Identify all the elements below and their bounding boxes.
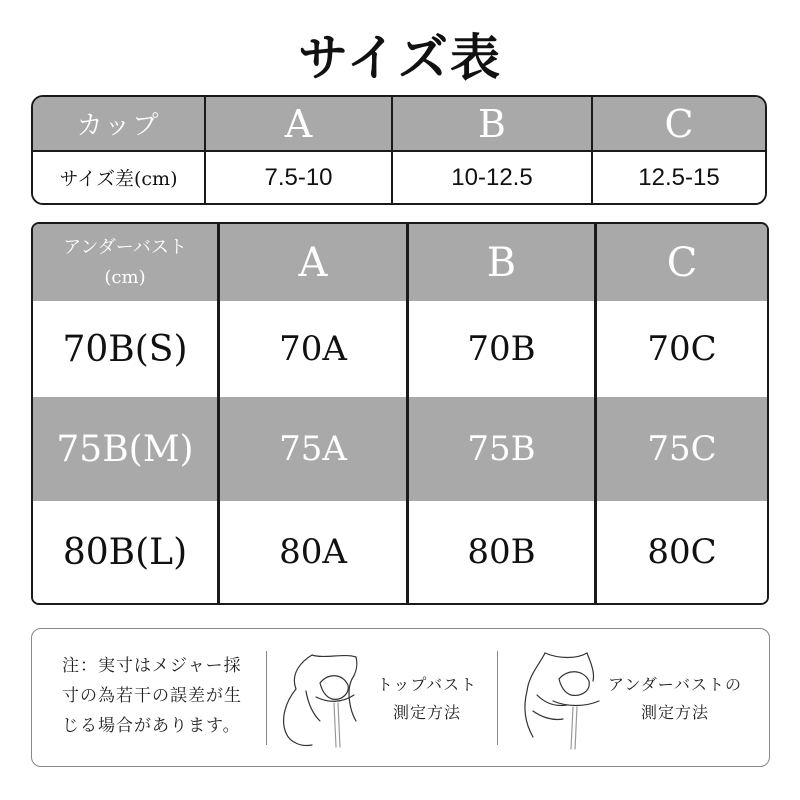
cup-row-label: サイズ差(cm) — [33, 152, 206, 203]
cup-value-a: 7.5-10 — [206, 152, 393, 203]
cup-size-table — [31, 95, 767, 205]
cup-value-b: 10-12.5 — [393, 152, 593, 203]
divider — [497, 651, 498, 745]
size-cell: 80A — [220, 501, 409, 603]
top-bust-line: 測定方法 — [392, 703, 461, 722]
cup-header-c: C — [593, 97, 765, 152]
size-row-label: 75B(M) — [33, 397, 220, 501]
under-bust-measure-figure-icon — [515, 651, 605, 751]
size-header-a: A — [220, 224, 409, 301]
size-row-label: 70B(S) — [33, 301, 220, 397]
top-bust-measure-figure-icon — [272, 651, 362, 751]
note-line: 注：実寸はメジャー採 — [62, 656, 242, 676]
page-title: サイズ表 — [298, 28, 502, 87]
size-cell: 75B — [409, 397, 597, 501]
cup-value-c: 12.5-15 — [593, 152, 765, 203]
measurement-note — [62, 651, 277, 741]
size-cell: 80B — [409, 501, 597, 603]
size-header-label-line2: (cm) — [104, 266, 146, 288]
note-line: 寸の為若干の誤差が生 — [62, 686, 242, 706]
size-cell: 80C — [597, 501, 767, 603]
divider — [266, 651, 267, 745]
size-cell: 70B — [409, 301, 597, 397]
size-header-label — [33, 224, 220, 301]
size-cell: 75C — [597, 397, 767, 501]
top-bust-method-label — [362, 671, 492, 727]
size-header-c: C — [597, 224, 767, 301]
size-header-b: B — [409, 224, 597, 301]
size-cell: 70C — [597, 301, 767, 397]
size-header-label-line1: アンダーバスト — [63, 236, 187, 258]
cup-header-a: A — [206, 97, 393, 152]
size-cell: 75A — [220, 397, 409, 501]
size-row-label: 80B(L) — [33, 501, 220, 603]
under-bust-line: 測定方法 — [640, 703, 709, 722]
under-bust-method-label — [600, 671, 750, 727]
under-bust-line: アンダーバストの — [608, 675, 742, 694]
measurement-notes-box — [31, 628, 770, 767]
top-bust-line: トップバスト — [376, 675, 478, 694]
cup-header-label: カップ — [33, 97, 206, 152]
size-table — [31, 222, 769, 605]
size-cell: 70A — [220, 301, 409, 397]
note-line: じる場合があります。 — [62, 716, 241, 736]
cup-header-b: B — [393, 97, 593, 152]
